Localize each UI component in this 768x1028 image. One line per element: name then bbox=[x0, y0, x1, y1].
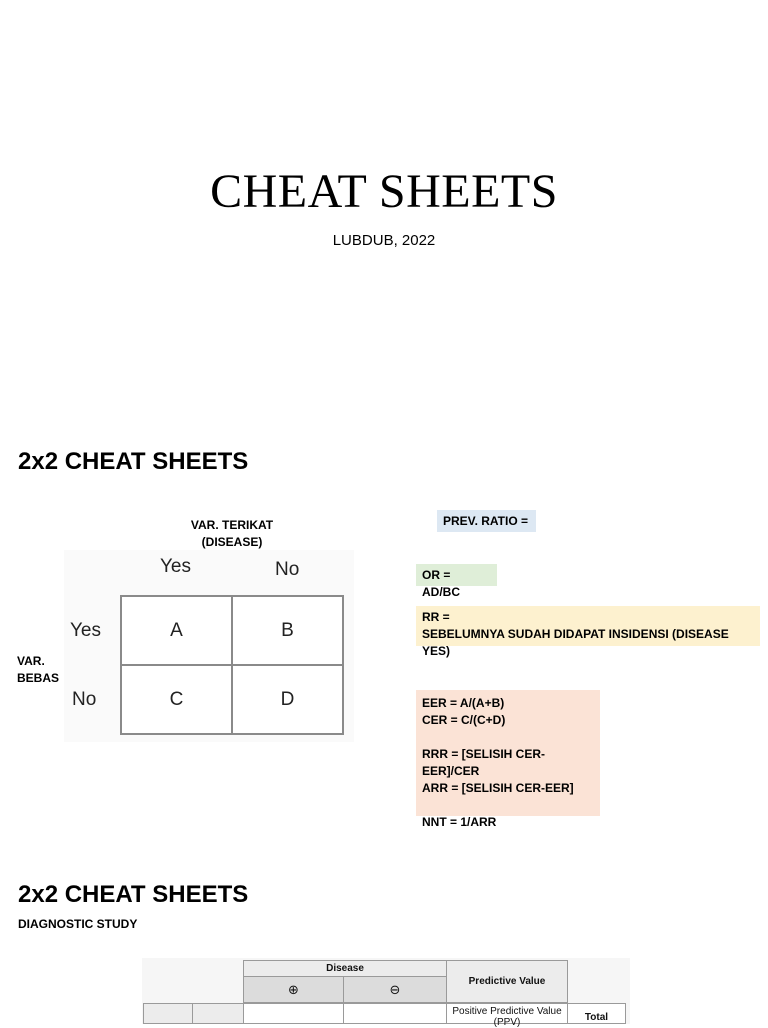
nnt-formula: NNT = 1/ARR bbox=[422, 815, 497, 829]
independent-var-line1: VAR. bbox=[17, 654, 45, 668]
relative-risk-line1: RR = bbox=[422, 610, 450, 624]
ppv-abbr: (PPV) bbox=[493, 1017, 521, 1028]
col-header-yes: Yes bbox=[160, 556, 191, 577]
rrr-formula: RRR = [SELISIH CER-EER]/CER bbox=[422, 747, 546, 778]
cell-c: C bbox=[121, 665, 232, 734]
dependent-variable-label bbox=[172, 517, 292, 551]
table-corner-cell-2 bbox=[192, 1003, 244, 1024]
prevalence-ratio-box bbox=[437, 510, 536, 532]
cer-formula: CER = C/(C+D) bbox=[422, 713, 506, 727]
cell-d: D bbox=[232, 665, 343, 734]
section-heading-2x2: 2x2 CHEAT SHEETS bbox=[18, 448, 249, 475]
eer-formula: EER = A/(A+B) bbox=[422, 696, 505, 710]
disease-negative-header: ⊖ bbox=[343, 976, 447, 1003]
independent-variable-label bbox=[17, 653, 59, 687]
disease-header: Disease bbox=[243, 960, 447, 977]
row-header-no: No bbox=[72, 689, 97, 710]
arr-formula: ARR = [SELISIH CER-EER] bbox=[422, 781, 574, 795]
col-header-no: No bbox=[275, 559, 300, 580]
diagnostic-study-label: DIAGNOSTIC STUDY bbox=[18, 917, 138, 931]
slide-subtitle: LUBDUB, 2022 bbox=[332, 232, 436, 249]
row-header-yes: Yes bbox=[70, 620, 101, 641]
prevalence-ratio-text: PREV. RATIO = bbox=[443, 514, 529, 528]
predictive-value-header: Predictive Value bbox=[446, 960, 568, 1003]
odds-ratio-text: OR = AD/BC bbox=[422, 568, 460, 599]
cell-b: B bbox=[232, 596, 343, 665]
event-rate-box bbox=[416, 690, 600, 829]
table-cell-tp bbox=[243, 1003, 344, 1024]
odds-ratio-box bbox=[416, 564, 497, 599]
ppv-cell bbox=[446, 1003, 568, 1028]
disease-positive-header: ⊕ bbox=[243, 976, 344, 1003]
section-heading-diagnostic: 2x2 CHEAT SHEETS bbox=[18, 881, 249, 908]
total-header: Total bbox=[567, 1003, 626, 1024]
dependent-var-line2: (DISEASE) bbox=[201, 535, 263, 549]
contingency-table bbox=[120, 595, 344, 735]
spacer bbox=[422, 797, 594, 814]
independent-var-line2: BEBAS bbox=[17, 671, 60, 685]
relative-risk-box bbox=[416, 606, 760, 658]
spacer bbox=[422, 729, 594, 746]
cell-a: A bbox=[121, 596, 232, 665]
table-corner-cell-1 bbox=[143, 1003, 193, 1024]
table-cell-fp bbox=[343, 1003, 447, 1024]
dependent-var-line1: VAR. TERIKAT bbox=[190, 518, 274, 532]
ppv-label: Positive Predictive Value bbox=[452, 1006, 562, 1017]
relative-risk-line2: SEBELUMNYA SUDAH DIDAPAT INSIDENSI (DISEASE YES) bbox=[422, 627, 729, 658]
slide-title: CHEAT SHEETS bbox=[210, 165, 558, 218]
